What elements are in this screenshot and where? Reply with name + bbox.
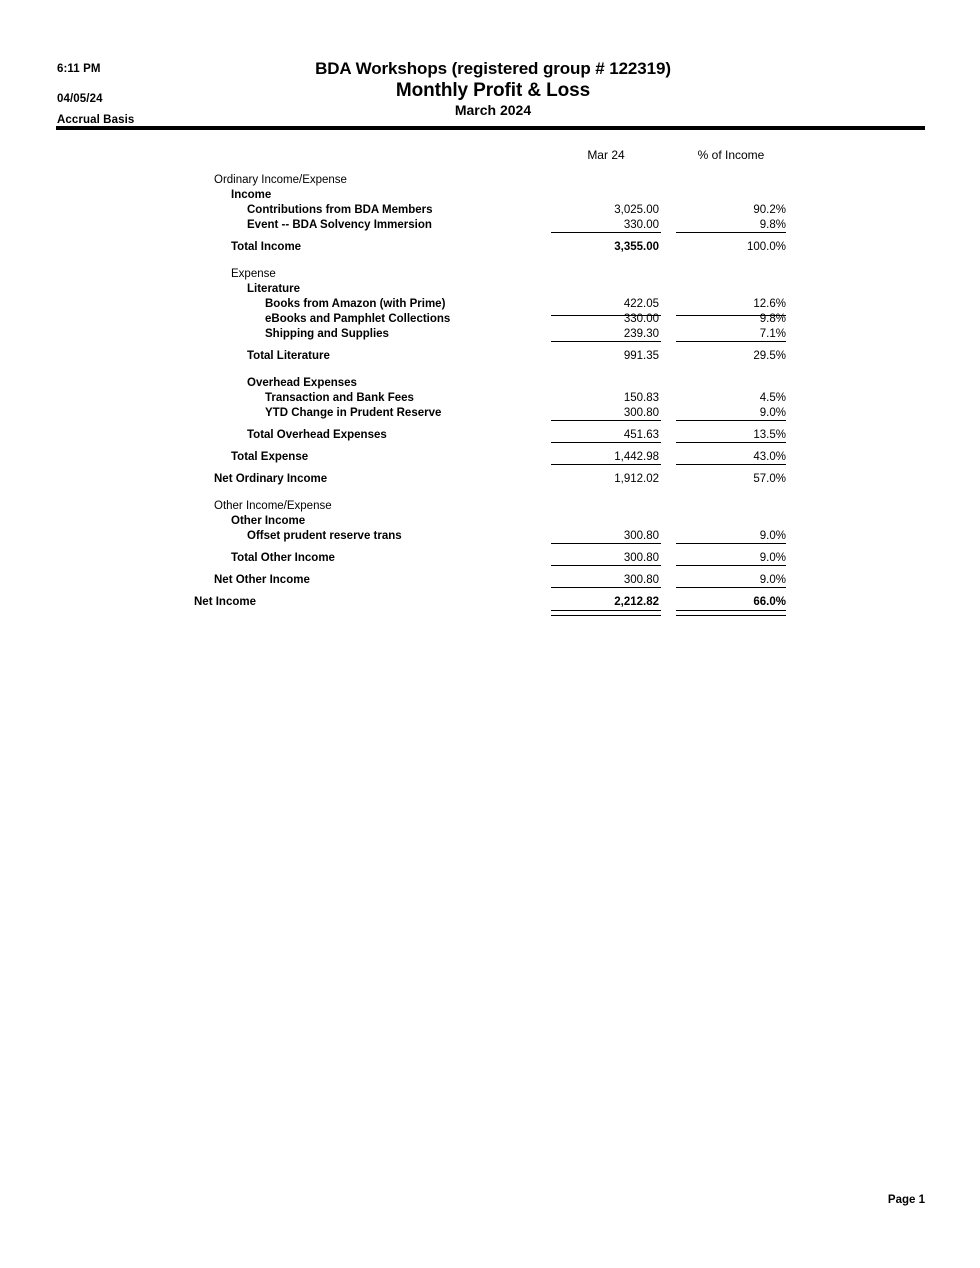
row-label-ytd-prudent-reserve: YTD Change in Prudent Reserve <box>265 407 442 419</box>
row-label-other-income: Other Income <box>231 515 306 527</box>
row-percent-transaction-bank-fees: 4.5% <box>759 392 786 404</box>
table-row <box>0 240 980 255</box>
table-row <box>0 327 980 342</box>
grand-total-rule-amount <box>551 610 661 616</box>
row-label-ebooks-pamphlet: eBooks and Pamphlet Collections <box>265 313 451 325</box>
row-spacer <box>0 443 980 450</box>
row-percent-total-expense: 43.0% <box>753 451 786 463</box>
table-row <box>0 218 980 233</box>
table-row <box>0 406 980 421</box>
profit-loss-table <box>0 173 980 610</box>
row-percent-ytd-prudent-reserve: 9.0% <box>759 407 786 419</box>
row-label-contributions: Contributions from BDA Members <box>247 204 433 216</box>
report-time: 6:11 PM <box>57 63 101 75</box>
row-amount-transaction-bank-fees: 150.83 <box>623 392 659 404</box>
row-label-ordinary-income-expense: Ordinary Income/Expense <box>214 174 347 186</box>
row-spacer <box>0 465 980 472</box>
accounting-basis: Accrual Basis <box>57 114 135 126</box>
row-label-net-income: Net Income <box>194 596 256 608</box>
table-row <box>0 499 980 514</box>
row-amount-net-income: 2,212.82 <box>614 596 659 608</box>
report-period: March 2024 <box>454 102 532 118</box>
row-label-net-ordinary-income: Net Ordinary Income <box>214 473 328 485</box>
row-amount-total-other-income: 300.80 <box>623 552 659 564</box>
row-percent-shipping-supplies: 7.1% <box>759 328 786 340</box>
company-name: BDA Workshops (registered group # 122319) <box>315 59 671 78</box>
row-amount-total-literature: 991.35 <box>623 350 659 362</box>
column-header-percent: % of Income <box>697 148 765 162</box>
row-label-books-amazon: Books from Amazon (with Prime) <box>265 298 446 310</box>
row-percent-net-income: 66.0% <box>753 596 786 608</box>
row-spacer <box>0 421 980 428</box>
row-spacer <box>0 255 980 267</box>
table-row <box>0 450 980 465</box>
row-percent-event-solvency: 9.8% <box>759 219 786 231</box>
row-amount-total-overhead: 451.63 <box>623 429 659 441</box>
row-percent-total-overhead: 13.5% <box>753 429 786 441</box>
table-row <box>0 312 980 327</box>
row-amount-contributions: 3,025.00 <box>614 204 659 216</box>
row-amount-shipping-supplies: 239.30 <box>623 328 659 340</box>
row-percent-net-other-income: 9.0% <box>759 574 786 586</box>
row-amount-total-expense: 1,442.98 <box>614 451 659 463</box>
table-row <box>0 173 980 188</box>
table-row <box>0 472 980 487</box>
table-row <box>0 428 980 443</box>
row-amount-ytd-prudent-reserve: 300.80 <box>623 407 659 419</box>
table-row <box>0 514 980 529</box>
row-amount-net-other-income: 300.80 <box>623 574 659 586</box>
row-label-total-literature: Total Literature <box>247 350 330 362</box>
column-header-amount: Mar 24 <box>587 148 625 162</box>
grand-total-rule-percent <box>676 610 786 616</box>
table-row <box>0 551 980 566</box>
table-row <box>0 573 980 588</box>
row-amount-books-amazon: 422.05 <box>623 298 659 310</box>
row-spacer <box>0 342 980 349</box>
row-label-total-other-income: Total Other Income <box>231 552 335 564</box>
table-row <box>0 529 980 544</box>
column-header-row <box>0 148 980 170</box>
row-percent-total-income: 100.0% <box>746 241 786 253</box>
page-footer: Page 1 <box>887 1194 925 1206</box>
report-date: 04/05/24 <box>57 93 103 105</box>
row-spacer <box>0 566 980 573</box>
row-spacer <box>0 487 980 499</box>
row-percent-net-ordinary-income: 57.0% <box>753 473 786 485</box>
row-label-offset-prudent: Offset prudent reserve trans <box>247 530 402 542</box>
row-percent-total-literature: 29.5% <box>753 350 786 362</box>
table-row <box>0 297 980 312</box>
row-label-total-income: Total Income <box>231 241 302 253</box>
row-spacer <box>0 588 980 595</box>
table-row <box>0 203 980 218</box>
table-row <box>0 376 980 391</box>
row-spacer <box>0 364 980 376</box>
table-row <box>0 282 980 297</box>
row-percent-offset-prudent: 9.0% <box>759 530 786 542</box>
row-label-net-other-income: Net Other Income <box>214 574 310 586</box>
table-row <box>0 391 980 406</box>
row-percent-total-other-income: 9.0% <box>759 552 786 564</box>
row-spacer <box>0 544 980 551</box>
table-row <box>0 595 980 610</box>
row-label-other-income-expense: Other Income/Expense <box>214 500 332 512</box>
row-amount-net-ordinary-income: 1,912.02 <box>614 473 659 485</box>
row-label-expense: Expense <box>231 268 276 280</box>
table-row <box>0 267 980 282</box>
row-percent-books-amazon: 12.6% <box>753 298 786 310</box>
row-amount-offset-prudent: 300.80 <box>623 530 659 542</box>
row-label-literature: Literature <box>247 283 301 295</box>
table-row <box>0 188 980 203</box>
row-percent-contributions: 90.2% <box>753 204 786 216</box>
row-label-income: Income <box>231 189 272 201</box>
row-label-shipping-supplies: Shipping and Supplies <box>265 328 389 340</box>
report-title-block <box>0 58 980 119</box>
row-label-transaction-bank-fees: Transaction and Bank Fees <box>265 392 414 404</box>
row-percent-ebooks-pamphlet: 9.8% <box>759 313 786 325</box>
row-label-overhead-expenses: Overhead Expenses <box>247 377 357 389</box>
header-divider <box>56 126 925 130</box>
row-label-event-solvency: Event -- BDA Solvency Immersion <box>247 219 432 231</box>
row-amount-total-income: 3,355.00 <box>614 241 659 253</box>
row-label-total-expense: Total Expense <box>231 451 309 463</box>
page-title: Monthly Profit & Loss <box>395 80 591 101</box>
row-amount-ebooks-pamphlet: 330.00 <box>623 313 659 325</box>
row-amount-event-solvency: 330.00 <box>623 219 659 231</box>
row-spacer <box>0 233 980 240</box>
row-label-total-overhead: Total Overhead Expenses <box>247 429 387 441</box>
table-row <box>0 349 980 364</box>
